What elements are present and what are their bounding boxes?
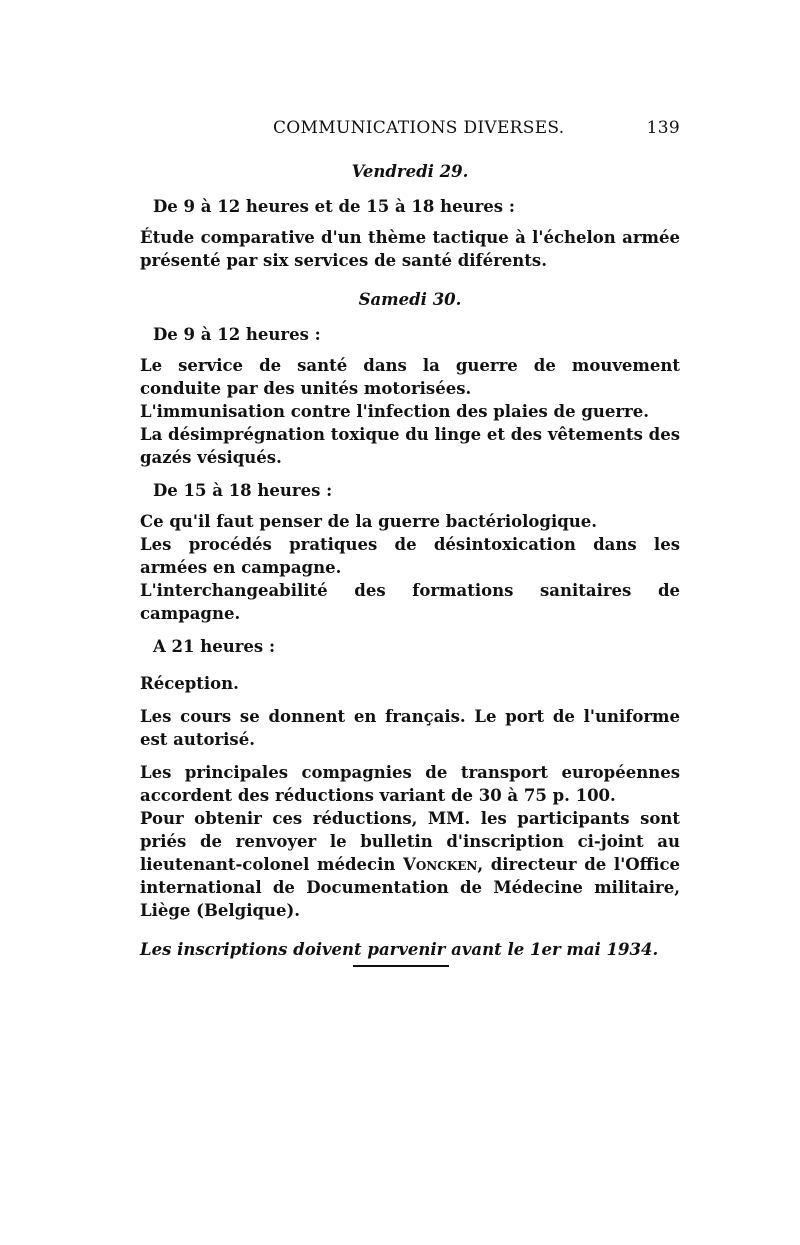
spacer <box>140 469 680 479</box>
registration-note <box>140 807 680 922</box>
closing-rule <box>353 965 449 967</box>
language-note: Les cours se donnent en français. Le port de l'uniforme est autorisé. <box>140 707 680 749</box>
session-heading: De 15 à 18 heures : <box>153 481 333 500</box>
day-heading-friday: Vendredi 29. <box>351 162 469 181</box>
spacer <box>140 751 680 761</box>
program-item: Réception. <box>140 674 239 693</box>
registration-tail: , directeur de l'Office international de Documentation de Médecine militaire, Liège (Belgique). <box>140 855 680 920</box>
program-item: Les procédés pratiques de désintoxication dans les armées en campagne. <box>140 535 680 577</box>
session-heading: De 9 à 12 heures : <box>153 325 321 344</box>
program-item: Ce qu'il faut penser de la guerre bactériologique. <box>140 512 598 531</box>
deadline-note: Les inscriptions doivent parvenir avant le 1er mai 1934. <box>140 940 659 959</box>
day-heading-saturday: Samedi 30. <box>358 290 462 309</box>
spacer <box>140 625 680 635</box>
session-heading: De 9 à 12 heures et de 15 à 18 heures : <box>153 197 515 216</box>
spacer <box>140 922 680 938</box>
session-heading: A 21 heures : <box>153 637 276 656</box>
body-text <box>140 160 680 961</box>
registration-lead: Pour obtenir ces réductions, MM. les participants sont priés de renvoyer le bulletin d'inscription ci-joint au lieutenant-colonel médecin <box>140 809 680 874</box>
registration-name: Voncken <box>403 855 478 874</box>
spacer <box>140 695 680 705</box>
page-number: 139 <box>646 118 680 138</box>
program-item: L'interchangeabilité des formations sanitaires de campagne. <box>140 581 680 623</box>
program-item: La désimprégnation toxique du linge et des vêtements des gazés vésiqués. <box>140 425 680 467</box>
program-item: L'immunisation contre l'infection des plaies de guerre. <box>140 402 649 421</box>
program-item: Le service de santé dans la guerre de mouvement conduite par des unités motorisées. <box>140 356 680 398</box>
running-title: COMMUNICATIONS DIVERSES. <box>273 118 565 138</box>
spacer <box>140 272 680 288</box>
transport-note: Les principales compagnies de transport européennes accordent des réductions variant de 30 à 75 p. 100. <box>140 763 680 805</box>
running-head <box>140 118 680 142</box>
program-item: Étude comparative d'un thème tactique à l'échelon armée présenté par six services de santé diférents. <box>140 228 680 270</box>
